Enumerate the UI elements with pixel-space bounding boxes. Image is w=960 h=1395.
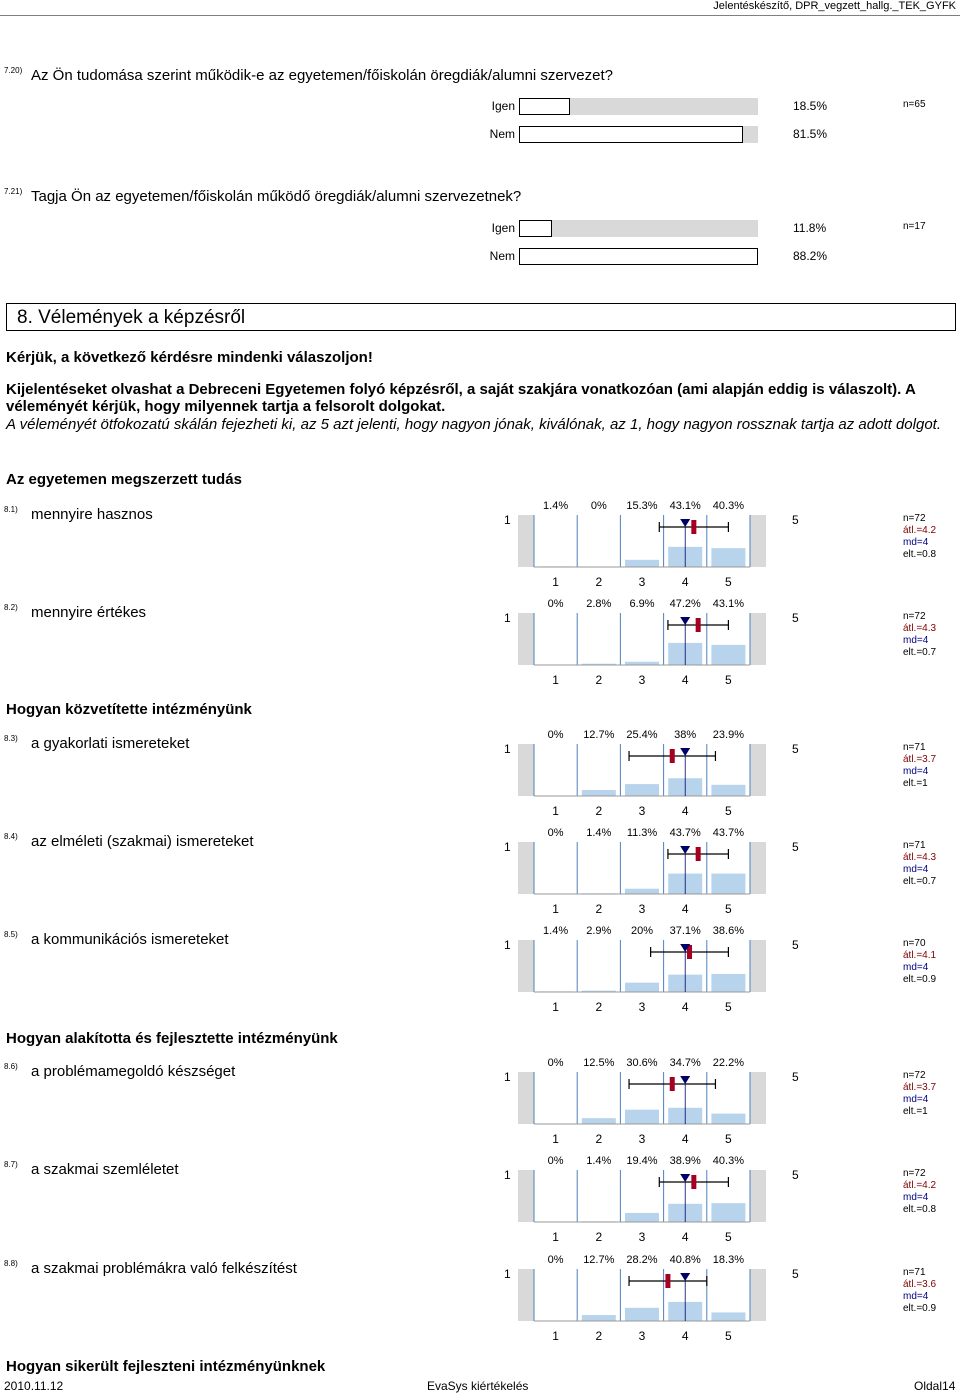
scale-end-cell [518,940,534,992]
respondent-count: n=65 [903,99,926,110]
answer-percent: 81.5% [793,127,828,141]
bar-percent-label: 0% [590,500,607,512]
bar-percent-label: 0% [547,729,564,741]
stat-md: md=4 [903,635,929,646]
item-statistics [903,1070,936,1118]
distribution-chart [518,922,778,1012]
distribution-bar [711,1312,745,1321]
scale-left-label: 1 [504,840,511,854]
distribution-bar [582,1118,616,1124]
category-tick-label: 4 [681,1329,689,1341]
scale-end-cell [518,515,534,567]
scale-left-label: 1 [504,1070,511,1084]
category-tick-label: 2 [595,902,603,914]
category-tick-label: 1 [552,902,559,914]
category-tick-label: 5 [725,673,732,685]
scale-end-cell [518,744,534,796]
item-label: mennyire értékes [31,604,147,621]
stat-md: md=4 [903,1192,929,1203]
stat-n: n=72 [903,1168,926,1179]
category-tick-label: 2 [595,1230,603,1242]
distribution-chart [518,1251,778,1341]
bar-percent-label: 11.3% [626,827,658,839]
category-tick-label: 4 [681,673,689,685]
scale-left-label: 1 [504,611,511,625]
stat-md: md=4 [903,766,929,777]
distribution-bar [625,889,659,894]
bar-percent-label: 6.9% [629,598,655,610]
scale-right-label: 5 [792,840,799,854]
bar-percent-label: 1.4% [543,925,569,937]
category-tick-label: 5 [725,1000,732,1012]
scale-end-cell [750,1269,766,1321]
category-tick-label: 2 [595,1329,603,1341]
category-tick-label: 5 [725,1329,732,1341]
category-tick-label: 5 [725,1230,732,1242]
distribution-chart [518,1054,778,1144]
scale-end-cell [518,842,534,894]
bar-percent-label: 0% [547,1254,564,1266]
answer-bar-igen [519,98,570,115]
bar-percent-label: 0% [547,1155,564,1167]
question-text: Az Ön tudomása szerint működik-e az egyetemen/főiskolán öregdiák/alumni szervezet? [31,67,613,84]
bar-percent-label: 22.2% [712,1057,745,1069]
distribution-bar [582,1315,616,1321]
scale-end-cell [518,1170,534,1222]
category-tick-label: 1 [552,673,559,685]
item-number: 8.6) [4,1062,18,1071]
scale-end-cell [750,1072,766,1124]
scale-end-cell [750,515,766,567]
scale-end-cell [750,842,766,894]
category-tick-label: 1 [552,1132,559,1144]
item-number: 8.5) [4,930,18,939]
distribution-bar [711,548,745,567]
bar-percent-label: 12.7% [583,729,615,741]
stat-n: n=70 [903,938,926,949]
category-tick-label: 2 [595,1000,603,1012]
item-number: 8.8) [4,1259,18,1268]
stat-dev: elt.=0.8 [903,549,937,560]
scale-end-cell [750,744,766,796]
item-number: 8.3) [4,734,18,743]
answer-bar-igen [519,220,552,237]
item-label: a problémamegoldó készséget [31,1063,236,1080]
answer-label: Igen [491,221,515,235]
category-tick-label: 4 [681,1230,689,1242]
stat-dev: elt.=0.9 [903,1303,937,1314]
median-marker [680,1273,690,1281]
item-label: mennyire hasznos [31,506,153,523]
distribution-bar [625,1110,659,1124]
median-marker [680,1076,690,1084]
bar-percent-label: 38% [674,729,697,741]
instruction-text: Kérjük, a következő kérdésre mindenki válaszoljon! [6,349,373,366]
bar-percent-label: 2.9% [586,925,612,937]
bar-percent-label: 1.4% [586,1155,612,1167]
scale-left-label: 1 [504,742,511,756]
scale-right-label: 5 [792,938,799,952]
stat-dev: elt.=1 [903,778,928,789]
mean-marker [691,520,696,534]
scale-end-cell [518,613,534,665]
distribution-bar [711,785,745,796]
respondent-count: n=17 [903,221,926,232]
distribution-bar [625,784,659,796]
bar-percent-label: 25.4% [626,729,658,741]
stat-n: n=71 [903,1267,926,1278]
distribution-bar [711,1203,745,1222]
mean-marker [696,847,701,861]
bar-percent-label: 20% [630,925,654,937]
category-tick-label: 1 [552,1329,559,1341]
scale-end-cell [750,1170,766,1222]
section-title: 8. Vélemények a képzésről [6,303,956,331]
category-tick-label: 3 [638,1132,646,1144]
median-marker [680,1174,690,1182]
answer-percent: 11.8% [793,221,827,235]
bar-percent-label: 15.3% [626,500,658,512]
category-tick-label: 5 [725,1132,732,1144]
question-number: 7.21) [4,187,23,196]
stat-dev: elt.=0.8 [903,1204,937,1215]
bar-percent-label: 18.3% [712,1254,745,1266]
stat-avg: átl.=4.1 [903,950,937,961]
answer-bar-nem [519,248,758,265]
stat-n: n=71 [903,742,926,753]
category-tick-label: 5 [725,804,732,816]
distribution-bar [625,1213,659,1222]
bar-percent-label: 43.7% [669,827,701,839]
category-tick-label: 2 [595,1132,603,1144]
distribution-chart [518,595,778,685]
distribution-bar [711,645,745,665]
instruction-text: Kijelentéseket olvashat a Debreceni Egyetemen folyó képzésről, a saját szakjára vonatkozóan (ami alapján eddig is válaszolt). A véleményét kérjük, hogy milyennek tartja a felsorolt dolgokat. [6,381,916,415]
scale-left-label: 1 [504,1267,511,1281]
category-tick-label: 5 [725,575,732,587]
distribution-bar [711,974,745,992]
stat-dev: elt.=0.7 [903,647,937,658]
category-tick-label: 4 [681,804,689,816]
footer-date: 2010.11.12 [4,1379,64,1393]
item-statistics [903,513,936,561]
stat-n: n=72 [903,611,926,622]
answer-bar-nem [519,126,743,143]
answer-label: Nem [489,127,515,141]
scale-right-label: 5 [792,611,799,625]
item-number: 8.1) [4,505,18,514]
item-number: 8.7) [4,1160,18,1169]
stat-n: n=71 [903,840,926,851]
distribution-bar [625,560,659,567]
stat-avg: átl.=3.6 [903,1279,937,1290]
distribution-bar [582,790,616,796]
category-tick-label: 2 [595,804,603,816]
mean-marker [665,1274,670,1288]
distribution-chart [518,726,778,816]
stat-md: md=4 [903,1291,929,1302]
stat-avg: átl.=4.2 [903,525,937,536]
scale-right-label: 5 [792,1267,799,1281]
bar-percent-label: 0% [547,827,564,839]
bar-percent-label: 28.2% [626,1254,658,1266]
bar-percent-label: 38.6% [712,925,745,937]
item-statistics [903,1168,936,1216]
median-marker [680,617,690,625]
item-statistics [903,938,936,986]
item-number: 8.4) [4,832,18,841]
scale-right-label: 5 [792,742,799,756]
stat-n: n=72 [903,1070,926,1081]
distribution-chart [518,497,778,587]
median-marker [680,519,690,527]
item-statistics [903,1267,936,1315]
bar-percent-label: 0% [547,1057,564,1069]
mean-marker [670,749,675,763]
item-label: a gyakorlati ismereteket [31,735,190,752]
scale-right-label: 5 [792,1168,799,1182]
category-tick-label: 5 [725,902,732,914]
question-number: 7.20) [4,66,23,75]
bar-percent-label: 40.3% [712,500,745,512]
bar-percent-label: 19.4% [626,1155,658,1167]
header-divider [0,15,960,16]
category-tick-label: 4 [681,575,689,587]
stat-md: md=4 [903,537,929,548]
stat-dev: elt.=0.7 [903,876,937,887]
stat-avg: átl.=4.3 [903,623,937,634]
subsection-title: Hogyan sikerült fejleszteni intézményünknek [6,1358,326,1375]
answer-percent: 88.2% [793,249,828,263]
category-tick-label: 4 [681,1132,689,1144]
distribution-chart [518,1152,778,1242]
item-label: a szakmai problémákra való felkészítést [31,1260,297,1277]
stat-dev: elt.=0.9 [903,974,937,985]
category-tick-label: 1 [552,1230,559,1242]
answer-label: Nem [489,249,515,263]
footer-center: EvaSys kiértékelés [427,1379,529,1393]
category-tick-label: 3 [638,1230,646,1242]
category-tick-label: 3 [638,575,646,587]
scale-left-label: 1 [504,1168,511,1182]
bar-percent-label: 43.7% [712,827,745,839]
stat-md: md=4 [903,962,929,973]
item-number: 8.2) [4,603,18,612]
report-header: Jelentéskészítő, DPR_vegzett_hallg._TEK_GYFK [713,0,956,12]
subsection-title: Hogyan alakította és fejlesztette intézményünk [6,1030,338,1047]
scale-end-cell [750,940,766,992]
question-text: Tagja Ön az egyetemen/főiskolán működő öregdiák/alumni szervezetnek? [31,188,522,205]
category-tick-label: 3 [638,673,646,685]
stat-avg: átl.=4.2 [903,1180,937,1191]
subsection-title: Az egyetemen megszerzett tudás [6,471,242,488]
stat-avg: átl.=4.3 [903,852,937,863]
bar-percent-label: 38.9% [669,1155,701,1167]
stat-dev: elt.=1 [903,1106,928,1117]
median-marker [680,748,690,756]
scale-right-label: 5 [792,513,799,527]
stat-n: n=72 [903,513,926,524]
bar-percent-label: 23.9% [712,729,745,741]
bar-percent-label: 47.2% [669,598,701,610]
category-tick-label: 4 [681,902,689,914]
subsection-title: Hogyan közvetítette intézményünk [6,701,252,718]
bar-percent-label: 34.7% [669,1057,701,1069]
distribution-chart [518,824,778,914]
category-tick-label: 1 [552,575,559,587]
category-tick-label: 1 [552,804,559,816]
bar-percent-label: 12.7% [583,1254,615,1266]
bar-percent-label: 1.4% [543,500,569,512]
bar-percent-label: 43.1% [669,500,701,512]
bar-track [519,220,758,237]
distribution-bar [625,983,659,992]
bar-percent-label: 40.8% [669,1254,701,1266]
category-tick-label: 4 [681,1000,689,1012]
item-statistics [903,742,936,790]
category-tick-label: 3 [638,1000,646,1012]
item-label: az elméleti (szakmai) ismereteket [31,833,254,850]
item-label: a szakmai szemléletet [31,1161,179,1178]
bar-percent-label: 30.6% [626,1057,658,1069]
footer-page: Oldal14 [914,1379,956,1393]
scale-end-cell [518,1269,534,1321]
scale-right-label: 5 [792,1070,799,1084]
mean-marker [691,1175,696,1189]
stat-avg: átl.=3.7 [903,754,937,765]
distribution-bar [711,1114,745,1124]
stat-md: md=4 [903,1094,929,1105]
scale-left-label: 1 [504,938,511,952]
stat-avg: átl.=3.7 [903,1082,937,1093]
scale-end-cell [518,1072,534,1124]
mean-marker [696,618,701,632]
mean-marker [670,1077,675,1091]
median-marker [680,846,690,854]
bar-percent-label: 43.1% [712,598,745,610]
category-tick-label: 3 [638,804,646,816]
answer-label: Igen [491,99,515,113]
category-tick-label: 3 [638,1329,646,1341]
category-tick-label: 2 [595,673,603,685]
item-statistics [903,840,936,888]
bar-percent-label: 12.5% [583,1057,615,1069]
bar-percent-label: 0% [547,598,564,610]
scale-end-cell [750,613,766,665]
bar-percent-label: 2.8% [586,598,612,610]
item-statistics [903,611,936,659]
bar-percent-label: 37.1% [669,925,701,937]
instruction-text: A véleményét ötfokozatú skálán fejezheti ki, az 5 azt jelenti, hogy nagyon jónak, kiválónak, az 1, hogy nagyon rossznak tartja az adott dolgot. [6,416,942,433]
scale-left-label: 1 [504,513,511,527]
category-tick-label: 3 [638,902,646,914]
bar-percent-label: 1.4% [586,827,612,839]
distribution-bar [711,874,745,894]
stat-md: md=4 [903,864,929,875]
category-tick-label: 2 [595,575,603,587]
answer-percent: 18.5% [793,99,828,113]
category-tick-label: 1 [552,1000,559,1012]
bar-percent-label: 40.3% [712,1155,745,1167]
distribution-bar [625,1308,659,1321]
item-label: a kommunikációs ismereteket [31,931,229,948]
